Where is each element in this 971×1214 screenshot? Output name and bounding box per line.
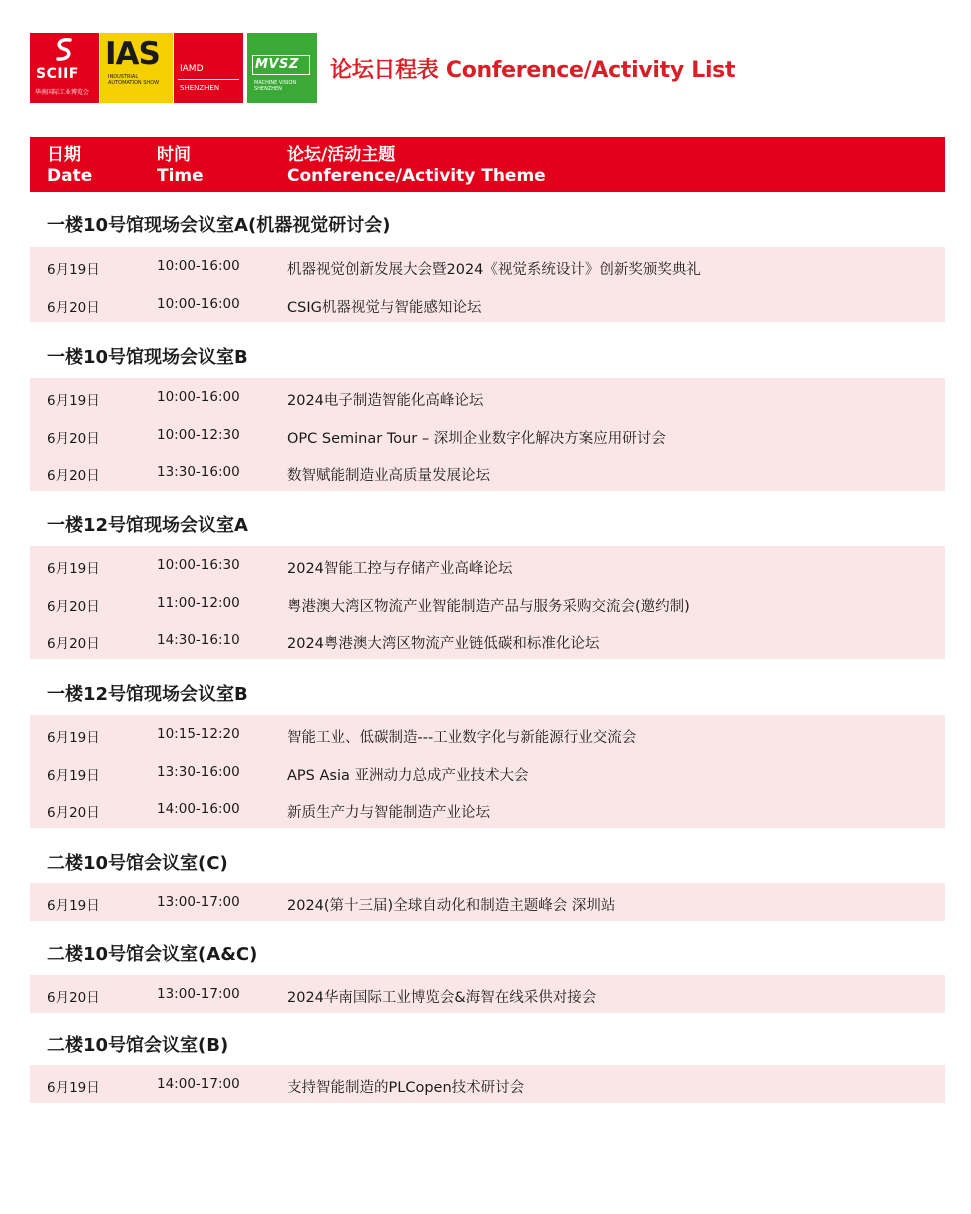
row-date: 6月20日 xyxy=(47,430,100,447)
ias-logo-text: IAS xyxy=(105,36,160,72)
table-row xyxy=(30,247,945,285)
row-time: 11:00-12:00 xyxy=(157,594,240,611)
section-title: 一楼12号馆现场会议室B xyxy=(47,684,248,705)
iamd-logo-subtitle: SHENZHEN xyxy=(180,84,220,92)
row-date: 6月19日 xyxy=(47,393,100,409)
section-title: 二楼10号馆会议室(A&C) xyxy=(47,944,258,965)
row-time: 10:00-16:00 xyxy=(157,389,240,405)
row-time: 14:00-16:00 xyxy=(157,801,240,817)
row-time: 10:15-12:20 xyxy=(157,726,240,742)
table-row xyxy=(30,416,945,454)
row-time: 14:00-17:00 xyxy=(157,1076,240,1092)
iamd-divider xyxy=(178,79,239,80)
header-theme xyxy=(287,145,546,187)
section-title: 二楼10号馆会议室(B) xyxy=(47,1035,229,1056)
row-date: 6月19日 xyxy=(47,898,100,914)
section-rows xyxy=(30,883,945,921)
sciif-swirl-icon xyxy=(52,37,78,63)
section-rows xyxy=(30,546,945,659)
row-time: 14:30-16:10 xyxy=(157,632,240,648)
row-date: 6月20日 xyxy=(47,598,100,615)
table-row xyxy=(30,621,945,659)
row-time: 13:00-17:00 xyxy=(157,986,240,1002)
row-theme: 2024粤港澳大湾区物流产业链低碳和标准化论坛 xyxy=(287,636,600,652)
header-theme-cn: 论坛/活动主题 xyxy=(287,145,396,165)
mvsz-logo xyxy=(247,33,317,103)
row-time: 10:00-12:30 xyxy=(157,426,240,443)
header-date-cn: 日期 xyxy=(47,145,81,165)
table-row xyxy=(30,546,945,584)
mvsz-logo-text: MVSZ xyxy=(255,57,299,72)
table-row xyxy=(30,1065,945,1103)
row-theme: 新质生产力与智能制造产业论坛 xyxy=(287,805,490,821)
row-theme: 2024电子制造智能化高峰论坛 xyxy=(287,393,484,409)
logo-bar xyxy=(30,33,317,103)
mvsz-logo-subtitle: MACHINE VISION SHENZHEN xyxy=(254,80,297,92)
table-row xyxy=(30,285,945,323)
sciif-logo-text: SCIIF xyxy=(36,66,79,82)
row-date: 6月20日 xyxy=(47,299,100,316)
table-row xyxy=(30,453,945,491)
section-rows xyxy=(30,247,945,322)
row-date: 6月20日 xyxy=(47,468,100,484)
header-theme-en: Conference/Activity Theme xyxy=(287,166,546,186)
row-theme: 2024(第十三届)全球自动化和制造主题峰会 深圳站 xyxy=(287,898,616,914)
row-theme: 数智赋能制造业高质量发展论坛 xyxy=(287,468,490,484)
section-title: 一楼10号馆现场会议室A(机器视觉研讨会) xyxy=(47,215,391,236)
row-theme: OPC Seminar Tour – 深圳企业数字化解决方案应用研讨会 xyxy=(287,430,666,447)
row-date: 6月20日 xyxy=(47,636,100,652)
header-date xyxy=(47,145,92,187)
section-rows xyxy=(30,715,945,828)
row-date: 6月19日 xyxy=(47,730,100,746)
section-title: 二楼10号馆会议室(C) xyxy=(47,853,228,874)
table-row xyxy=(30,883,945,921)
sciif-logo xyxy=(30,33,99,103)
row-date: 6月19日 xyxy=(47,767,100,784)
iamd-logo xyxy=(173,33,243,103)
row-date: 6月20日 xyxy=(47,990,100,1006)
row-time: 13:30-16:00 xyxy=(157,763,240,780)
row-theme: CSIG机器视觉与智能感知论坛 xyxy=(287,299,482,316)
row-theme: 支持智能制造的PLCopen技术研讨会 xyxy=(287,1080,525,1096)
section-rows xyxy=(30,1065,945,1103)
section-rows xyxy=(30,378,945,491)
row-theme: 2024华南国际工业博览会&海智在线采供对接会 xyxy=(287,990,597,1006)
table-row xyxy=(30,790,945,828)
row-time: 10:00-16:00 xyxy=(157,295,240,312)
table-row xyxy=(30,584,945,622)
row-theme: 粤港澳大湾区物流产业智能制造产品与服务采购交流会(邀约制) xyxy=(287,598,690,615)
row-theme: 智能工业、低碳制造---工业数字化与新能源行业交流会 xyxy=(287,730,637,746)
row-date: 6月19日 xyxy=(47,262,100,278)
iamd-logo-text: IAMD xyxy=(180,64,204,74)
row-date: 6月19日 xyxy=(47,1080,100,1096)
row-time: 10:00-16:00 xyxy=(157,258,240,274)
page-title: 论坛日程表 Conference/Activity List xyxy=(330,58,736,83)
row-time: 13:00-17:00 xyxy=(157,894,240,910)
row-theme: APS Asia 亚洲动力总成产业技术大会 xyxy=(287,767,529,784)
ias-logo xyxy=(99,33,173,103)
row-theme: 机器视觉创新发展大会暨2024《视觉系统设计》创新奖颁奖典礼 xyxy=(287,262,701,278)
ias-logo-subtitle: INDUSTRIAL AUTOMATION SHOW xyxy=(108,74,160,86)
sciif-logo-subtitle: 华南国际工业博览会 xyxy=(35,89,90,96)
header-time-en: Time xyxy=(157,166,204,186)
section-title: 一楼12号馆现场会议室A xyxy=(47,515,248,536)
table-row xyxy=(30,715,945,753)
table-row xyxy=(30,975,945,1013)
section-rows xyxy=(30,975,945,1013)
row-time: 10:00-16:30 xyxy=(157,557,240,573)
row-time: 13:30-16:00 xyxy=(157,464,240,480)
table-row xyxy=(30,753,945,791)
header-time xyxy=(157,145,204,187)
table-header xyxy=(30,137,945,192)
row-theme: 2024智能工控与存储产业高峰论坛 xyxy=(287,561,513,577)
table-row xyxy=(30,378,945,416)
row-date: 6月20日 xyxy=(47,805,100,821)
header-date-en: Date xyxy=(47,166,93,186)
header-time-cn: 时间 xyxy=(157,145,191,165)
row-date: 6月19日 xyxy=(47,561,100,577)
section-title: 一楼10号馆现场会议室B xyxy=(47,347,248,368)
